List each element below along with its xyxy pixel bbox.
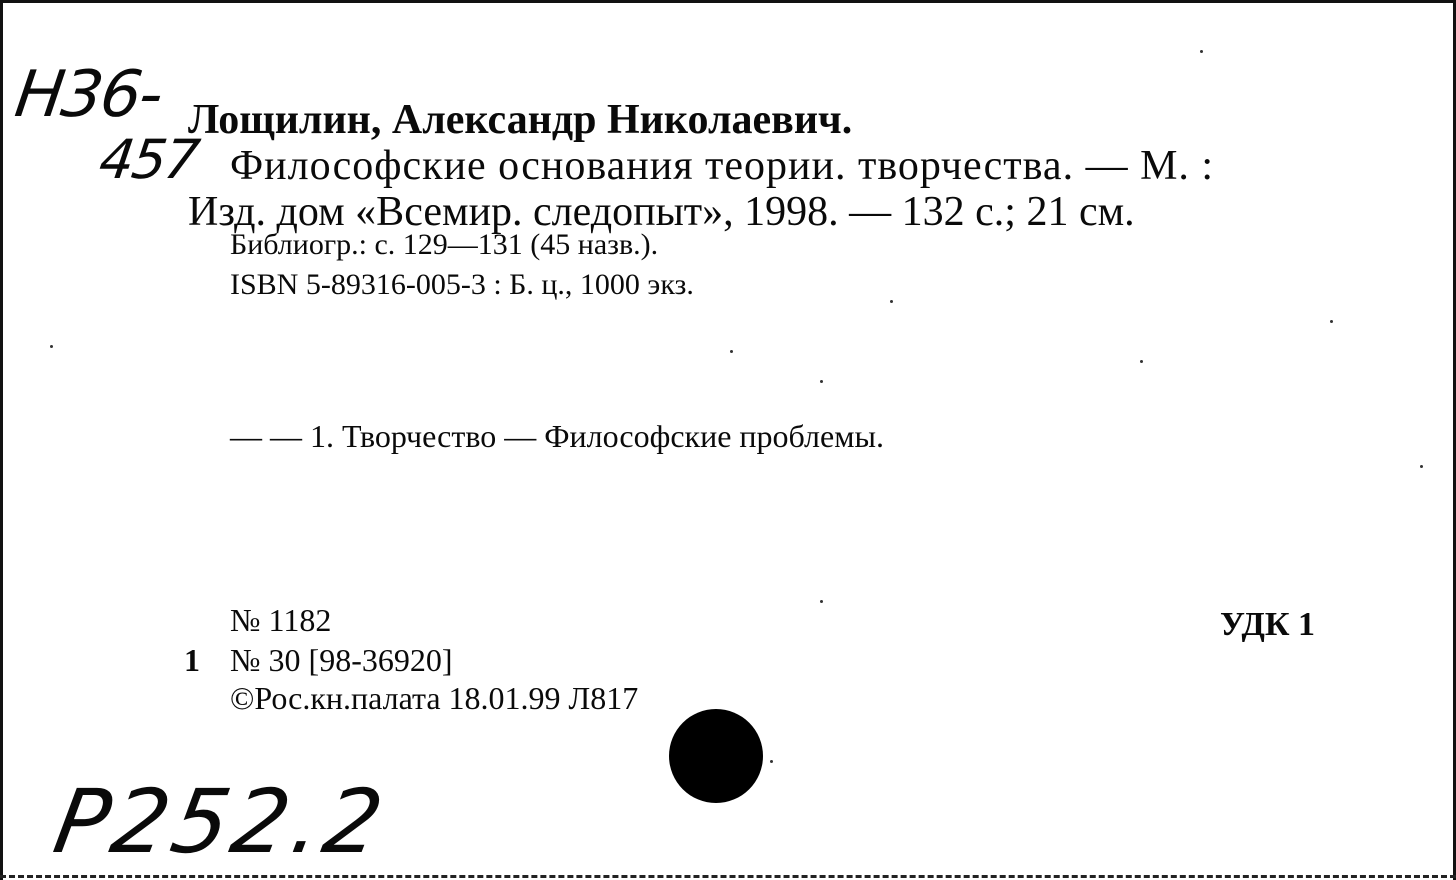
author-heading: Лощилин, Александр Николаевич. bbox=[188, 97, 853, 143]
subject-heading: — — 1. Творчество — Философские проблемы. bbox=[230, 418, 884, 454]
copyright-line: ©Рос.кн.палата 18.01.99 Л817 bbox=[230, 680, 639, 716]
handwritten-shelfmark-top: Н36- bbox=[10, 58, 166, 132]
bibliography-note: Библиогр.: с. 129—131 (45 назв.). bbox=[230, 228, 659, 261]
record-number-secondary: № 30 [98-36920] bbox=[230, 642, 453, 678]
isbn-line: ISBN 5-89316-005-3 : Б. ц., 1000 экз. bbox=[230, 268, 694, 301]
noise-speck bbox=[820, 380, 823, 383]
udk-code: УДК 1 bbox=[1220, 606, 1316, 643]
noise-speck bbox=[1140, 360, 1143, 363]
noise-speck bbox=[50, 345, 53, 348]
record-copy-count: 1 bbox=[184, 642, 200, 678]
publisher-line: Изд. дом «Всемир. следопыт», 1998. — 132 с.; 21 см. bbox=[188, 189, 1135, 235]
title-line: Философские основания теории. творчества. — М. : bbox=[230, 143, 1215, 189]
noise-speck bbox=[1330, 320, 1333, 323]
card-punch-hole bbox=[669, 709, 763, 803]
card-bottom-edge bbox=[0, 875, 1456, 878]
card-border-left bbox=[0, 0, 3, 880]
handwritten-shelfmark-number: 457 bbox=[95, 128, 202, 191]
card-border-top bbox=[0, 0, 1456, 3]
noise-speck bbox=[730, 350, 733, 353]
noise-speck bbox=[820, 600, 823, 603]
noise-speck bbox=[1420, 465, 1423, 468]
handwritten-classification: Р252.2 bbox=[46, 770, 395, 873]
noise-speck bbox=[770, 760, 773, 763]
noise-speck bbox=[1200, 50, 1203, 53]
record-number: № 1182 bbox=[230, 602, 332, 638]
noise-speck bbox=[890, 300, 893, 303]
